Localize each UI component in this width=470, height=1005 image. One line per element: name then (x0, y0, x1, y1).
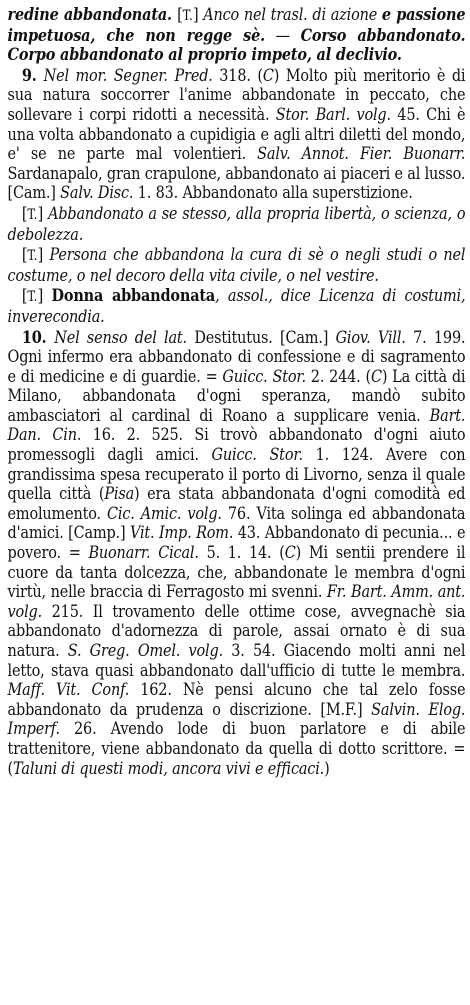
bold-italic-text: e passione impetuosa, che non regge sè. (7, 5, 466, 46)
editor-mark: T. (27, 248, 38, 265)
roman-text: 5. 1. 14. ( (198, 543, 285, 564)
dictionary-entry-paragraph (8, 287, 466, 327)
bold-italic-text: redine abbandonata. (7, 5, 178, 25)
italic-text: Bart. Dan. Cin. (7, 405, 466, 446)
roman-text: [ (21, 203, 28, 224)
italic-text: Pisa (104, 484, 135, 505)
italic-text: C (284, 543, 296, 564)
italic-text: Abbandonato a se stesso, alla propria libertà, o scienza, o debolezza. (7, 203, 466, 245)
italic-text: Persona che abbandona la cura di sè o negli studi o nel costume, o nel decoro della vita civile, o nel vestire. (7, 245, 466, 286)
italic-text: Salv. Annot. Fier. Buonarr. (257, 144, 466, 165)
italic-text: Stor. Barl. volg. (275, 104, 391, 125)
italic-text: Guicc. Stor. (222, 366, 306, 387)
roman-text: [ (177, 5, 183, 25)
editor-mark: T. (27, 206, 38, 223)
roman-text: 162. Nè pensi alcuno che tal zelo fosse abbandonato da prudenza o discrizione. [M.F.] (7, 680, 466, 720)
roman-text: 2. 244. ( (305, 366, 371, 387)
dictionary-entry-paragraph (8, 205, 466, 245)
dictionary-entry-paragraph (8, 246, 466, 286)
italic-text: Fr. Bart. Amm. ant. volg. (7, 582, 466, 622)
roman-text: [ (21, 286, 28, 307)
italic-text: C (370, 366, 382, 387)
italic-text: Vit. Imp. Rom. (129, 523, 234, 544)
italic-text: Maff. Vit. Conf. (7, 680, 130, 701)
dictionary-entries (8, 6, 466, 779)
bold-italic-text: Corso abbandonato. Corpo abbandonato al proprio impeto, al declivio. (7, 25, 466, 66)
italic-text: Taluni di questi modi, ancora vivi e efficaci. (13, 758, 325, 779)
dictionary-entry-paragraph (8, 329, 466, 780)
roman-text: 76. Vita solinga ed abbandonata d'amici. [Camp.] (7, 503, 466, 544)
roman-text: 3. 54. Giacendo molti anni nel letto, stava quasi abbandonato dall'ufficio di tutte le membra. (7, 641, 466, 681)
italic-text: Nel mor. Segner. Pred. (43, 65, 213, 86)
roman-text: ) (324, 758, 330, 779)
sense-number: 9. (21, 65, 44, 86)
italic-text: , assol., dice Licenza di costumi, inverecondia. (7, 286, 466, 327)
italic-text: Giov. Vill. (335, 327, 406, 348)
roman-text: ] (37, 286, 52, 307)
italic-text: Anco nel trasl. di azione (203, 5, 382, 25)
italic-text: — (264, 25, 301, 46)
roman-text: ) Mi sentii prendere il cuore da tanta dolcezza, che, abbandonate le membra d'ogni virtù, nelle braccia di Ferragosto mi svenni. (7, 543, 466, 603)
roman-text: ) era stata abbandonata d'ogni comodità ed emolumento. (7, 484, 466, 524)
roman-text: 1. 83. Abbandonato alla superstizione. (133, 183, 413, 204)
roman-text: 215. Il trovamento delle ottime cose, avvegnachè sia abbandonato d'adornezza di parole, assai ornato è di sua natura. (7, 601, 466, 661)
italic-text: Nel senso del lat. (54, 327, 187, 348)
sense-number: 10. (21, 327, 55, 348)
roman-text: 1. 124. Avere con grandissima spesa recuperato il porto di Livorno, senza il quale quella città ( (7, 445, 466, 505)
italic-text: Guicc. Stor. (211, 445, 303, 466)
roman-text: 43. Abbandonato di pecunia... e povero. = (7, 523, 466, 564)
roman-text: ] (37, 203, 49, 224)
italic-text: S. Greg. Omel. volg. (67, 641, 224, 661)
roman-text: [ (21, 245, 28, 266)
roman-text: Sardanapalo, gran crapulone, abbandonato ai piaceri e al lusso. [Cam.] (7, 163, 466, 204)
roman-text: 7. 199. Ogni infermo era abbandonato di confessione e di sagramento e di medicine e di guardie. = (7, 327, 466, 387)
roman-text: ] (37, 245, 50, 266)
italic-text: Salv. Disc. (60, 183, 134, 204)
italic-text: C (262, 65, 274, 86)
dictionary-entry-paragraph (8, 67, 466, 204)
editor-mark: T. (182, 8, 193, 24)
roman-text: ] (192, 5, 204, 25)
italic-text: Buonarr. Cical. (88, 543, 199, 564)
roman-text: ) La città di Milano, abbandonata d'ogni speranza, mandò subito ambasciatori al cardinal di Roano a supplicare venia. (7, 366, 466, 426)
roman-text: 16. 2. 525. Si trovò abbandonato d'ogni aiuto promessogli dagli amici. (7, 425, 466, 466)
dictionary-entry-paragraph (8, 6, 466, 66)
roman-text: 318. ( (212, 65, 263, 86)
roman-text: Destitutus. [Cam.] (186, 327, 336, 348)
roman-text: 26. Avendo lode di buon parlatore e di abile trattenitore, viene abbandonato da quella di dotto scrittore. = ( (7, 719, 466, 779)
roman-text: 45. Chi è una volta abbandonato a cupidigia e agli altri diletti del mondo, e' se ne parte mal volentieri. (7, 104, 466, 165)
roman-text: ) Molto più meritorio è di sua natura soccorrer l'anime abbandonate in peccato, che sollevare i corpi ridotti a necessità. (7, 65, 466, 125)
italic-text: Salvin. Elog. Imperf. (7, 699, 466, 740)
bold-text: Donna abbandonata (51, 286, 216, 307)
editor-mark: T. (27, 289, 38, 306)
italic-text: Cic. Amic. volg. (106, 503, 222, 524)
